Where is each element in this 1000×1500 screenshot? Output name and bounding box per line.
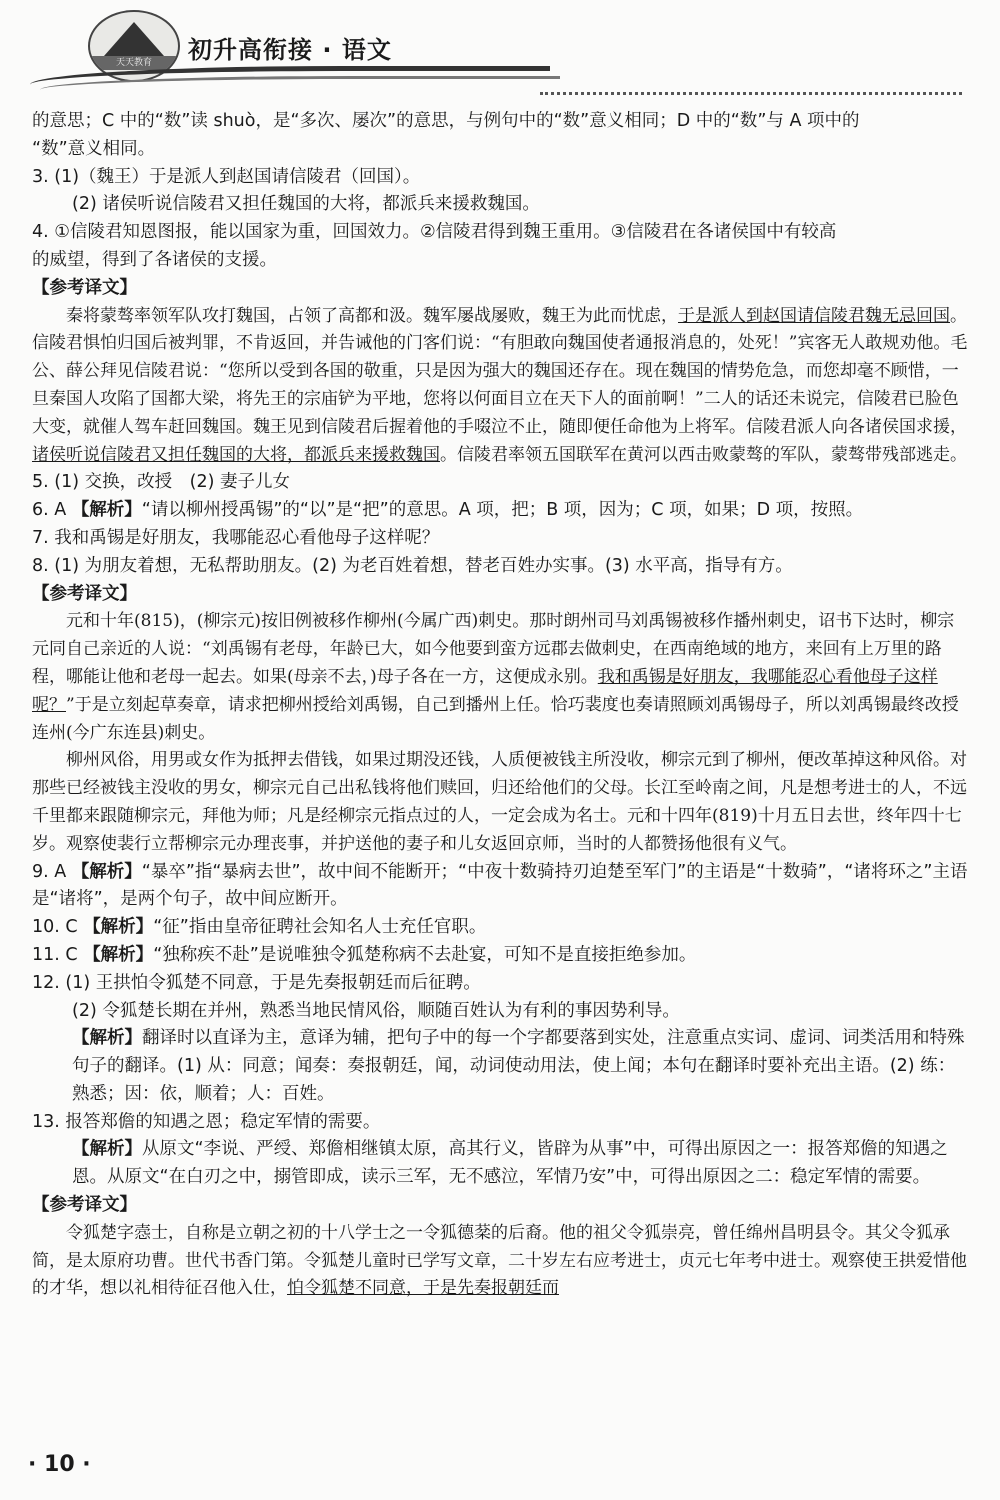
translation-paragraph bbox=[32, 303, 968, 470]
page-header bbox=[0, 0, 1000, 100]
translation-paragraph: 柳州风俗，用男或女作为抵押去借钱，如果过期没还钱，人质便被钱主所没收，柳宗元到了柳州，便改革掉这种风俗。对那些已经被钱主没收的男女，柳宗元自己出私钱将他们赎回，归还给他们的父母。长江至岭南之间，凡是想考进士的人，不远千里都来跟随柳宗元，拜他为师；凡是经柳宗元指点过的人，一定会成为名士。元和十四年(819)十月五日去世，终年四十七岁。观察使裴行立帮柳宗元办理丧事，并护送他的妻子和儿女返回京师，当时的人都赞扬他很有义气。 bbox=[32, 750, 967, 854]
answer-q12-2: (2) 令狐楚长期在并州，熟悉当地民情风俗，顺随百姓认为有利的事因势利导。 bbox=[72, 1000, 680, 1021]
translation-text: 元和十年(815)，(柳宗元)按旧例被移作柳州(今属广西)刺史。那时朗州司马刘禹锡被移作播州刺史，诏书下达时，柳宗元同自己亲近的人说：“刘禹锡有老母，年龄已大，如今他要到蛮方远郡去做刺史，在西南绝域的地方，来回有上万里的路程，哪能让他和老母一起去。如果(母亲不去，)母子各在一方，这便成永别。 bbox=[32, 611, 955, 687]
analysis-text: “独称疾不赴”是说唯独令狐楚称病不去赴宴，可知不是直接拒绝参加。 bbox=[153, 944, 697, 965]
translation-underlined: 怕令狐楚不同意，于是先奏报朝廷而 bbox=[287, 1278, 559, 1299]
answer-line: 的意思；C 中的“数”读 shuò，是“多次、屡次”的意思，与例句中的“数”意义相同；D 中的“数”与 A 项中的 bbox=[32, 111, 860, 131]
translation-paragraph bbox=[32, 1220, 968, 1303]
answer-q6 bbox=[32, 497, 968, 525]
answer-number: 6. A bbox=[32, 500, 72, 521]
translation-paragraph bbox=[32, 608, 968, 747]
analysis-label: 【解析】 bbox=[71, 861, 142, 882]
answer-q8: 8. (1) 为朋友着想，无私帮助朋友。(2) 为老百姓着想，替老百姓办实事。(3) 水平高，指导有方。 bbox=[32, 555, 793, 576]
answer-line: “数”意义相同。 bbox=[32, 138, 156, 159]
reference-translation-heading: 【参考译文】 bbox=[32, 583, 137, 604]
analysis-text: “征”指由皇帝征聘社会知名人士充任官职。 bbox=[153, 917, 487, 938]
analysis-text: 从原文“李说、严绶、郑儋相继镇太原，高其行义，皆辟为从事”中，可得出原因之一：报答郑儋的知遇之恩。从原文“在白刃之中，搦管即成，读示三军，无不感泣，军情乃安”中，可得出原因之二：稳定军情的需要。 bbox=[72, 1139, 948, 1188]
answer-q13-analysis bbox=[32, 1136, 968, 1192]
answer-q12-analysis bbox=[32, 1025, 968, 1108]
analysis-label: 【解析】 bbox=[83, 944, 154, 965]
answer-q10 bbox=[32, 914, 968, 942]
translation-text: 秦将蒙骜率领军队攻打魏国，占领了高都和汲。魏军屡战屡败，魏王为此而忧虑， bbox=[66, 305, 678, 326]
analysis-text: “请以柳州授禹锡”的“以”是“把”的意思。A 项，把；B 项，因为；C 项，如果；D 项，按照。 bbox=[141, 500, 864, 521]
analysis-label: 【解析】 bbox=[83, 917, 154, 938]
answer-q13: 13. 报答郑儋的知遇之恩；稳定军情的需要。 bbox=[32, 1111, 381, 1132]
answer-content bbox=[32, 108, 968, 1303]
answer-number: 10. C bbox=[32, 917, 84, 938]
translation-underlined: 我和禹锡是好朋友，我哪能忍心看他母子这样呢？ bbox=[32, 666, 938, 715]
page-number: · 10 · bbox=[28, 1452, 91, 1477]
translation-underlined: 诸侯听说信陵君又担任魏国的大将，都派兵来援救魏国 bbox=[32, 444, 440, 465]
analysis-label: 【解析】 bbox=[72, 1139, 142, 1160]
answer-q4-text: 4. ①信陵君知恩图报，能以国家为重，回国效力。②信陵君得到魏王重用。③信陵君在各诸侯国中有较高 bbox=[32, 222, 837, 243]
answer-q3-2: (2) 诸侯听说信陵君又担任魏国的大将，都派兵来援救魏国。 bbox=[72, 194, 540, 215]
mountain-icon bbox=[104, 22, 164, 56]
answer-number: 11. C bbox=[32, 944, 84, 965]
answer-q3: 3. (1)（魏王）于是派人到赵国请信陵君（回国）。 bbox=[32, 166, 421, 187]
header-divider bbox=[540, 92, 962, 95]
translation-text: 。信陵君惧怕归国后被判罪，不肯返回，并告诫他的门客们说：“有胆敢向魏国使者通报消息的，处死！”宾客无人敢规劝他。毛公、薛公拜见信陵君说：“您所以受到各国的敬重，只是因为强大的魏国还存在。现在魏国的情势危急，而您却毫不顾惜，一旦秦国人攻陷了国都大梁，将先王的宗庙铲为平地，您将以何面目立在天下人的面前啊！”二人的话还未说完，信陵君已脸色大变，就催人驾车赶回魏国。魏王见到信陵君后握着他的手啜泣不止，随即便任命他为上将军。信陵君派人向各诸侯国求援， bbox=[32, 305, 968, 437]
answer-q4 bbox=[32, 219, 968, 275]
logo-text: 天天教育 bbox=[115, 58, 152, 68]
answer-q9 bbox=[32, 859, 968, 915]
translation-text: ”于是立刻起草奏章，请求把柳州授给刘禹锡，自己到播州上任。恰巧裴度也奏请照顾刘禹锡母子，所以刘禹锡最终改授连州(今广东连县)刺史。 bbox=[32, 694, 959, 743]
answer-number: 9. A bbox=[32, 861, 72, 882]
analysis-text: 翻译时以直译为主，意译为辅，把句子中的每一个字都要落到实处，注意重点实词、虚词、词类活用和特殊句子的翻译。(1) 从：同意；闻奏：奏报朝廷，闻，动词使动用法，使上闻；本句在翻译时要补充出主语。(2) 练：熟悉；因：依，顺着；人：百姓。 bbox=[72, 1028, 965, 1104]
answer-q12: 12. (1) 王拱怕令狐楚不同意，于是先奏报朝廷而后征聘。 bbox=[32, 972, 481, 993]
answer-q11 bbox=[32, 942, 968, 970]
translation-underlined: 于是派人到赵国请信陵君魏无忌回国 bbox=[678, 305, 950, 326]
analysis-label: 【解析】 bbox=[72, 1028, 142, 1049]
answer-q7: 7. 我和禹锡是好朋友，我哪能忍心看他母子这样呢？ bbox=[32, 527, 440, 548]
reference-translation-heading: 【参考译文】 bbox=[32, 1195, 137, 1216]
analysis-label: 【解析】 bbox=[71, 500, 142, 521]
analysis-text: “暴卒”指“暴病去世”，故中间不能断开；“中夜十数骑持刃迫楚至军门”的主语是“十数骑”，“诸将环之”主语是“诸将”，是两个句子，故中间应断开。 bbox=[32, 861, 968, 910]
answer-q5: 5. (1) 交换，改授 (2) 妻子儿女 bbox=[32, 472, 290, 493]
reference-translation-heading: 【参考译文】 bbox=[32, 277, 137, 298]
translation-text: 令狐楚字悫士，自称是立朝之初的十八学士之一令狐德棻的后裔。他的祖父令狐崇亮，曾任绵州昌明县令。其父令狐承简，是太原府功曹。世代书香门第。令狐楚儿童时已学写文章，二十岁左右应考进士，贞元七年考中进士。观察使王拱爱惜他的才华，想以礼相待征召他入仕， bbox=[32, 1222, 967, 1299]
book-title: 初升高衔接 · 语文 bbox=[188, 36, 392, 64]
answer-q4-text-2: 的威望，得到了各诸侯的支援。 bbox=[32, 249, 277, 270]
translation-text: 。信陵君率领五国联军在黄河以西击败蒙骜的军队，蒙骜带残部逃走。 bbox=[440, 444, 967, 465]
